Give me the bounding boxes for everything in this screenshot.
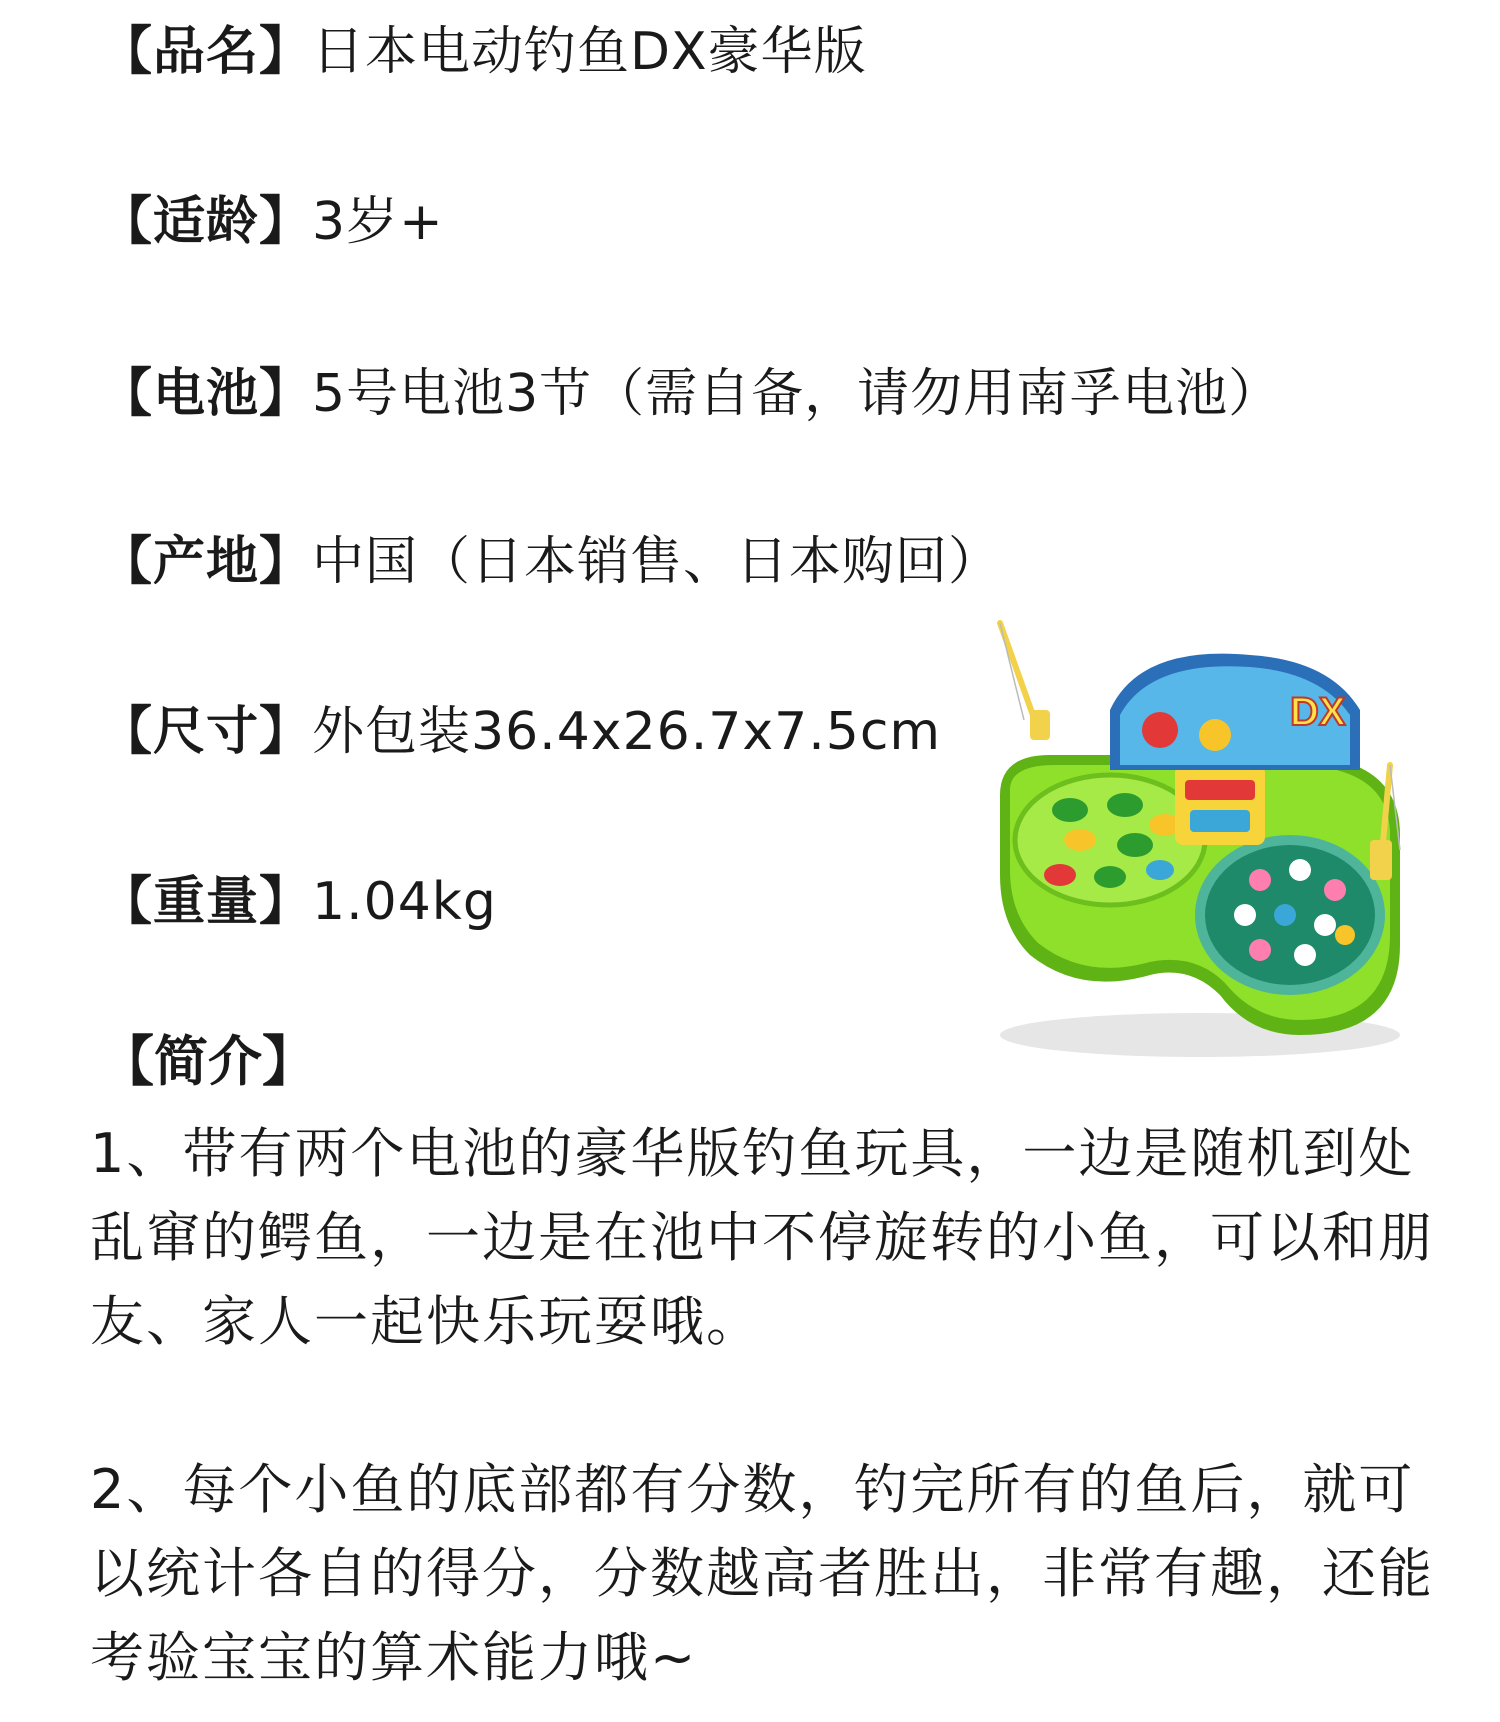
spec-battery-value: 5号电池3节（需自备，请勿用南孚电池） xyxy=(312,364,1282,424)
spec-weight-value: 1.04kg xyxy=(312,872,497,932)
spec-size-value: 外包装36.4x26.7x7.5cm xyxy=(312,702,942,762)
intro-paragraph-1: 1、带有两个电池的豪华版钓鱼玩具，一边是随机到处乱窜的鳄鱼，一边是在池中不停旋转的小鱼，可以和朋友、家人一起快乐玩耍哦。 xyxy=(90,1122,1434,1353)
spec-weight-label: 【重量】 xyxy=(100,872,313,932)
spec-size-label: 【尺寸】 xyxy=(100,702,313,762)
product-image xyxy=(960,615,1430,1085)
intro-paragraph-2: 2、每个小鱼的底部都有分数，钓完所有的鱼后，就可以统计各自的得分，分数越高者胜出，非常有趣，还能考验宝宝的算术能力哦~ xyxy=(90,1458,1434,1689)
spec-battery xyxy=(100,362,1281,426)
spec-origin-label: 【产地】 xyxy=(100,532,313,592)
spec-age xyxy=(100,190,444,254)
spec-age-label: 【适龄】 xyxy=(100,192,313,252)
spec-name xyxy=(100,20,867,84)
spec-origin xyxy=(100,530,1001,594)
spec-origin-value: 中国（日本销售、日本购回） xyxy=(312,532,1002,592)
fishing-toy-illustration xyxy=(960,615,1430,1085)
spec-battery-label: 【电池】 xyxy=(100,364,313,424)
spec-name-value: 日本电动钓鱼DX豪华版 xyxy=(312,22,867,82)
spec-age-value: 3岁+ xyxy=(312,192,444,252)
intro-heading: 【简介】 xyxy=(100,1030,316,1093)
spec-size xyxy=(100,700,941,764)
banner-text: DX xyxy=(1290,690,1346,734)
spec-weight xyxy=(100,870,497,934)
spec-name-label: 【品名】 xyxy=(100,22,313,82)
